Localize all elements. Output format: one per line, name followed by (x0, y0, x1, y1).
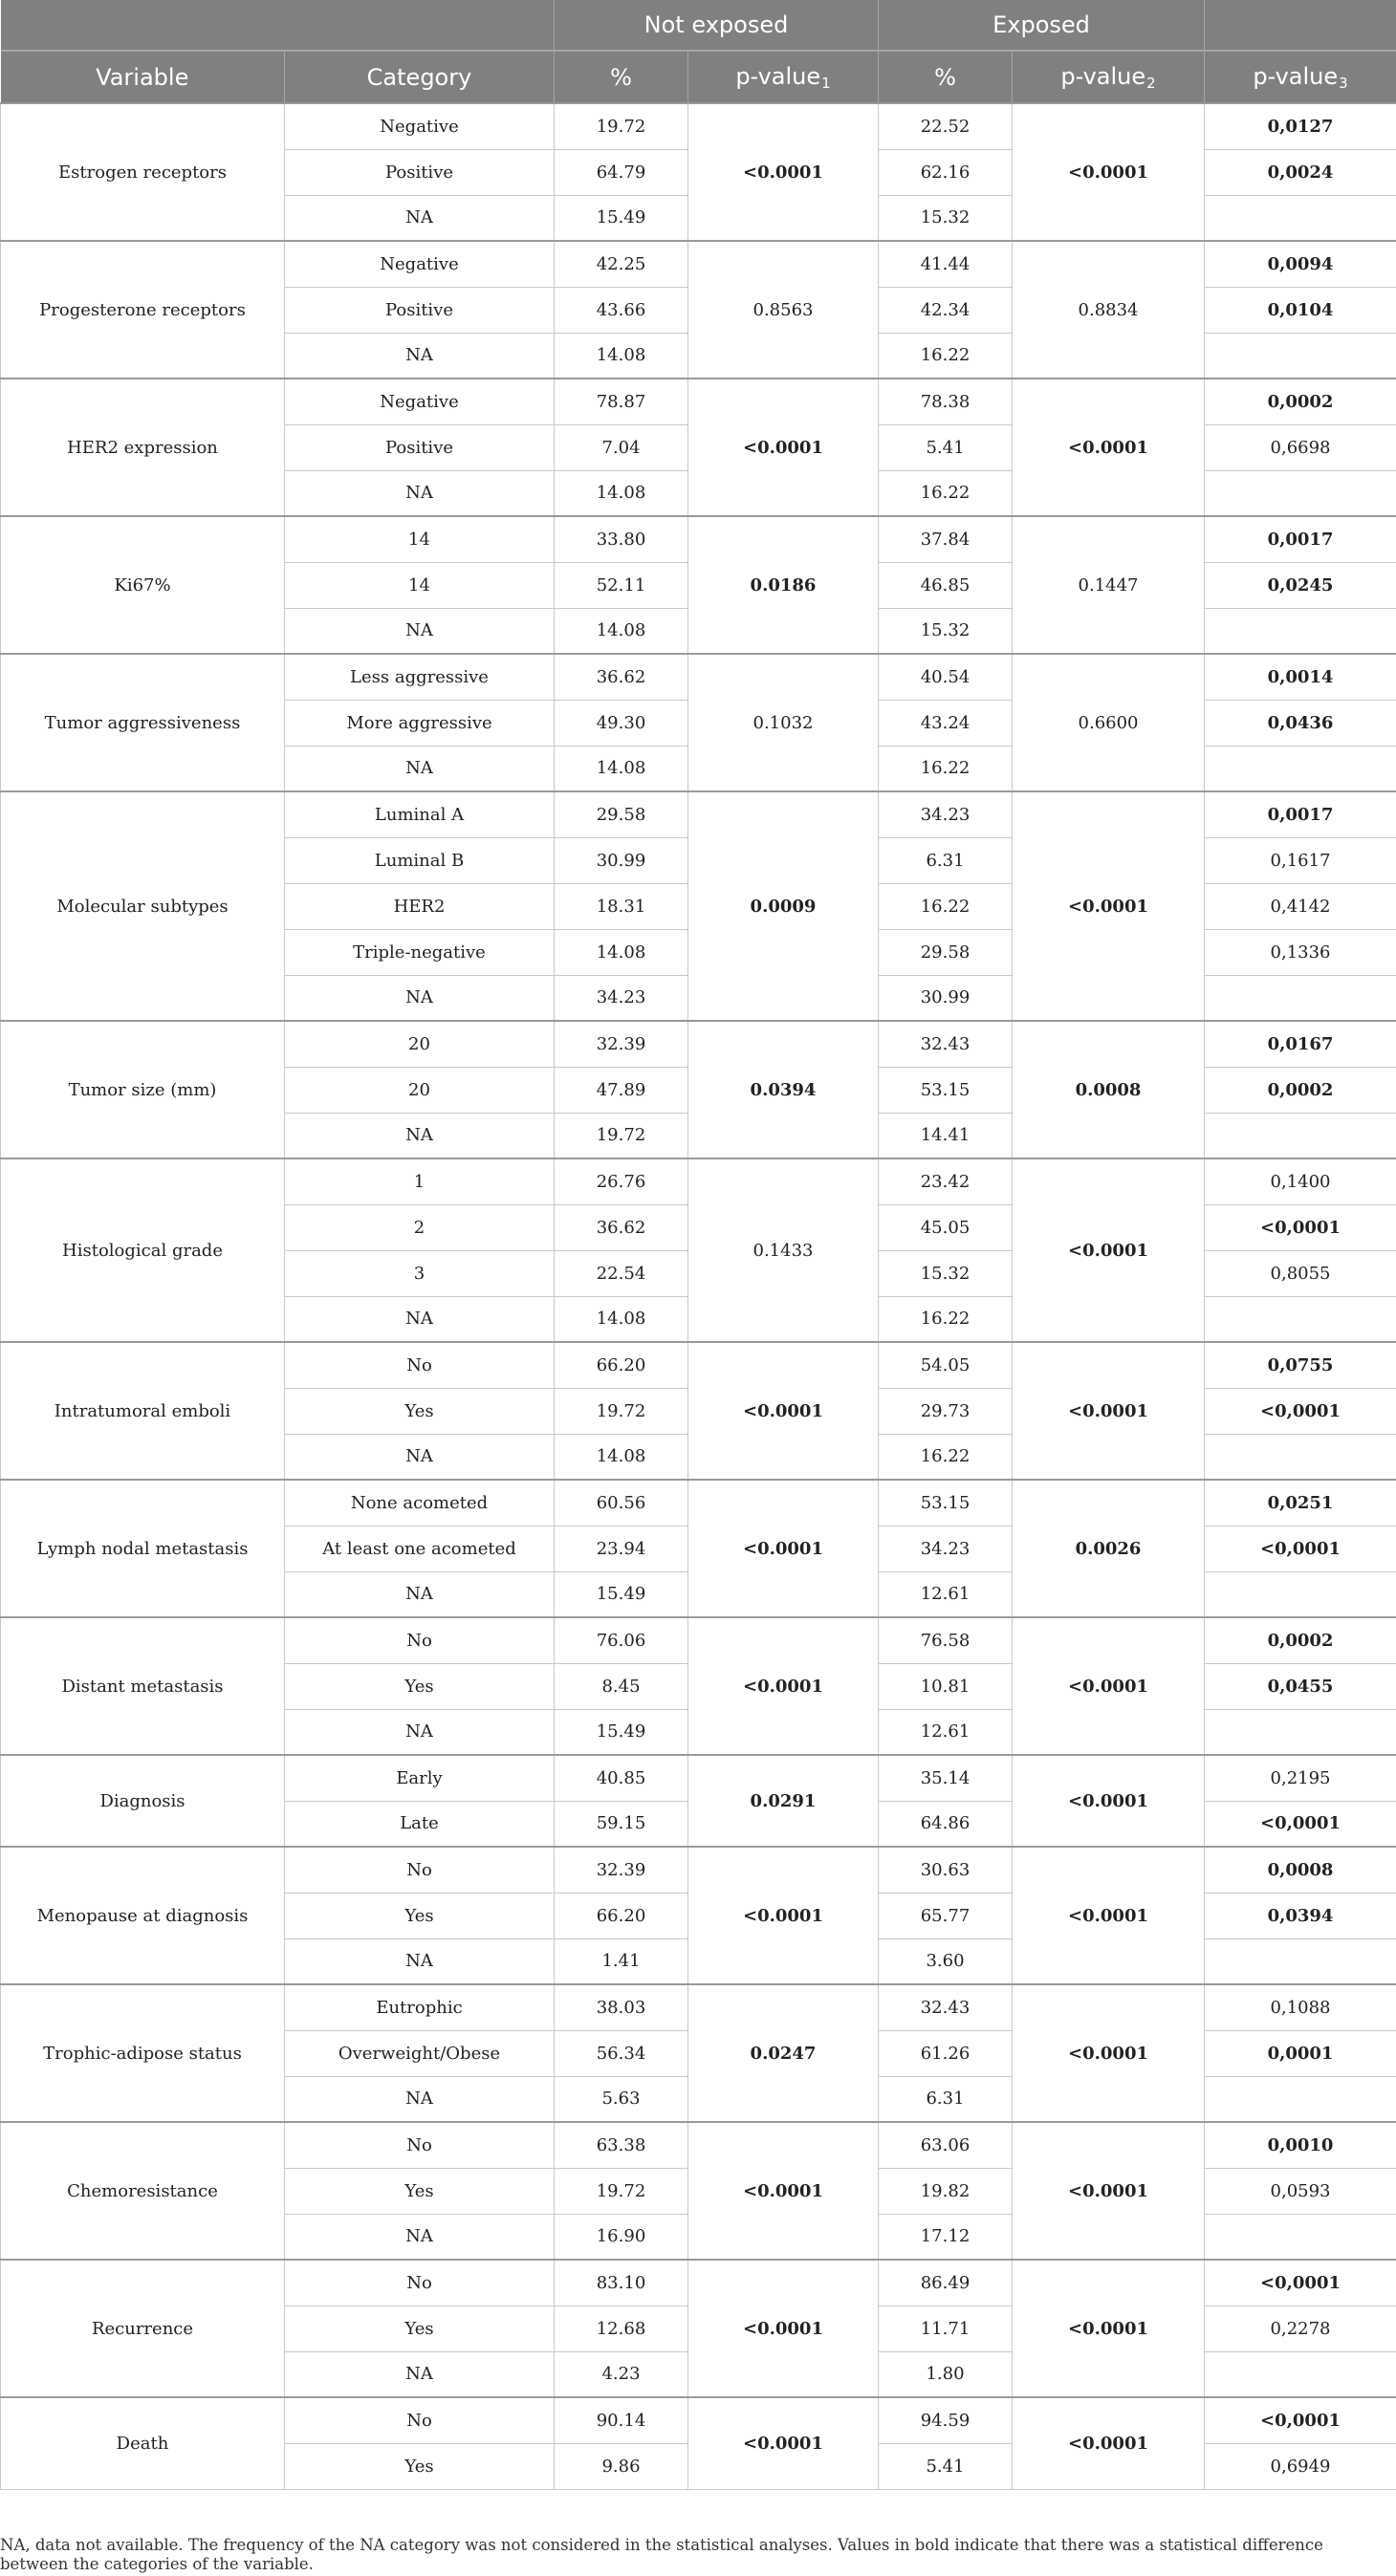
table-row (1, 2122, 1396, 2168)
pct-exposed-cell: 34.23 (879, 1526, 1013, 1571)
pct-exposed-cell: 22.52 (879, 103, 1013, 149)
p-value-2-cell: <0.0001 (1013, 791, 1205, 1021)
pct-not-exposed-cell: 59.15 (555, 1801, 688, 1847)
pct-not-exposed-cell: 66.20 (555, 1893, 688, 1938)
p-value-3-cell: 0,0436 (1205, 700, 1396, 746)
p-value-3-cell: 0,0008 (1205, 1847, 1396, 1893)
pct-not-exposed-cell: 52.11 (555, 562, 688, 608)
p-value-3-cell (1205, 1938, 1396, 1984)
p-value-1-cell: 0.0247 (688, 1984, 879, 2122)
pct-exposed-cell: 1.80 (879, 2351, 1013, 2397)
p-value-3-cell: 0,1400 (1205, 1158, 1396, 1204)
p-value-1-cell: <0.0001 (688, 103, 879, 241)
col-pct-exposed: % (879, 51, 1013, 103)
category-cell: NA (285, 1113, 555, 1158)
category-cell: Positive (285, 424, 555, 470)
p-value-2-cell: <0.0001 (1013, 1847, 1205, 1984)
category-cell: No (285, 2122, 555, 2168)
pct-exposed-cell: 86.49 (879, 2260, 1013, 2305)
category-cell: Negative (285, 103, 555, 149)
pct-exposed-cell: 62.16 (879, 149, 1013, 195)
category-cell: 14 (285, 562, 555, 608)
pct-exposed-cell: 29.58 (879, 929, 1013, 975)
p-value-3-cell (1205, 2351, 1396, 2397)
p-value-3-cell: <0,0001 (1205, 1204, 1396, 1250)
p-value-3-cell: 0,0593 (1205, 2168, 1396, 2214)
p-value-3-cell: 0,6698 (1205, 424, 1396, 470)
category-cell: NA (285, 608, 555, 654)
category-cell: Eutrophic (285, 1984, 555, 2030)
p-value-3-cell: 0,6949 (1205, 2443, 1396, 2489)
pct-not-exposed-cell: 7.04 (555, 424, 688, 470)
col-variable: Variable (1, 51, 285, 103)
col-p-value-2-label: p-value (1060, 62, 1146, 90)
pct-exposed-cell: 3.60 (879, 1938, 1013, 1984)
variable-cell: Estrogen receptors (1, 103, 285, 241)
category-cell: 20 (285, 1067, 555, 1113)
p-value-3-cell (1205, 1709, 1396, 1755)
pct-not-exposed-cell: 42.25 (555, 241, 688, 287)
p-value-3-cell (1205, 975, 1396, 1021)
category-cell: Yes (285, 1893, 555, 1938)
pct-exposed-cell: 23.42 (879, 1158, 1013, 1204)
p-value-2-cell: <0.0001 (1013, 2122, 1205, 2260)
table-row (1, 654, 1396, 700)
category-cell: NA (285, 195, 555, 241)
pct-not-exposed-cell: 32.39 (555, 1021, 688, 1067)
pct-not-exposed-cell: 40.85 (555, 1755, 688, 1801)
table-row (1, 1617, 1396, 1663)
p-value-3-cell: <0,0001 (1205, 1388, 1396, 1434)
pct-not-exposed-cell: 14.08 (555, 608, 688, 654)
pct-not-exposed-cell: 32.39 (555, 1847, 688, 1893)
p-value-1-cell: 0.0291 (688, 1755, 879, 1847)
category-cell: NA (285, 1434, 555, 1480)
variable-cell: Tumor aggressiveness (1, 654, 285, 791)
p-value-3-cell: 0,0251 (1205, 1480, 1396, 1526)
variable-cell: Lymph nodal metastasis (1, 1480, 285, 1617)
category-cell: Late (285, 1801, 555, 1847)
pct-not-exposed-cell: 14.08 (555, 929, 688, 975)
variable-cell: Progesterone receptors (1, 241, 285, 379)
p-value-3-cell: 0,0104 (1205, 287, 1396, 333)
header-not-exposed: Not exposed (555, 0, 879, 51)
pct-not-exposed-cell: 14.08 (555, 470, 688, 516)
pct-exposed-cell: 12.61 (879, 1709, 1013, 1755)
p-value-1-cell: <0.0001 (688, 1342, 879, 1480)
category-cell: None acometed (285, 1480, 555, 1526)
pct-exposed-cell: 12.61 (879, 1571, 1013, 1617)
pct-not-exposed-cell: 60.56 (555, 1480, 688, 1526)
table-row (1, 2260, 1396, 2305)
category-cell: NA (285, 2214, 555, 2260)
category-cell: HER2 (285, 883, 555, 929)
category-cell: Luminal A (285, 791, 555, 837)
category-cell: Yes (285, 2168, 555, 2214)
pct-exposed-cell: 61.26 (879, 2030, 1013, 2076)
p-value-2-cell: <0.0001 (1013, 1158, 1205, 1342)
pct-exposed-cell: 32.43 (879, 1021, 1013, 1067)
pct-not-exposed-cell: 18.31 (555, 883, 688, 929)
pct-exposed-cell: 15.32 (879, 1250, 1013, 1296)
p-value-3-cell (1205, 470, 1396, 516)
variable-cell: Intratumoral emboli (1, 1342, 285, 1480)
category-cell: No (285, 1847, 555, 1893)
category-cell: No (285, 2260, 555, 2305)
table-row (1, 2397, 1396, 2443)
pct-not-exposed-cell: 22.54 (555, 1250, 688, 1296)
table-row (1, 1847, 1396, 1893)
table-row (1, 1158, 1396, 1204)
p-value-1-cell: <0.0001 (688, 2260, 879, 2397)
category-cell: NA (285, 2351, 555, 2397)
p-value-3-cell (1205, 746, 1396, 791)
p-value-2-cell: <0.0001 (1013, 1755, 1205, 1847)
p-value-3-cell: 0,1088 (1205, 1984, 1396, 2030)
variable-cell: Histological grade (1, 1158, 285, 1342)
variable-cell: Ki67% (1, 516, 285, 654)
category-cell: NA (285, 1709, 555, 1755)
pct-not-exposed-cell: 1.41 (555, 1938, 688, 1984)
table-row (1, 241, 1396, 287)
col-category: Category (285, 51, 555, 103)
pct-exposed-cell: 54.05 (879, 1342, 1013, 1388)
category-cell: Early (285, 1755, 555, 1801)
pct-not-exposed-cell: 5.63 (555, 2076, 688, 2122)
p-value-3-cell (1205, 2214, 1396, 2260)
table-row (1, 1342, 1396, 1388)
pct-not-exposed-cell: 14.08 (555, 746, 688, 791)
p-value-3-cell: 0,0014 (1205, 654, 1396, 700)
category-cell: 20 (285, 1021, 555, 1067)
p-value-2-cell: <0.0001 (1013, 1984, 1205, 2122)
pct-exposed-cell: 34.23 (879, 791, 1013, 837)
p-value-3-cell: 0,0017 (1205, 791, 1396, 837)
pct-exposed-cell: 37.84 (879, 516, 1013, 562)
p-value-3-cell (1205, 1571, 1396, 1617)
pct-not-exposed-cell: 47.89 (555, 1067, 688, 1113)
p-value-2-cell: <0.0001 (1013, 1342, 1205, 1480)
table-row (1, 1021, 1396, 1067)
p-value-1-cell: <0.0001 (688, 1617, 879, 1755)
p-value-1-cell: <0.0001 (688, 2397, 879, 2489)
p-value-1-cell: <0.0001 (688, 1847, 879, 1984)
p-value-2-cell: 0.8834 (1013, 241, 1205, 379)
category-cell: No (285, 1617, 555, 1663)
pct-exposed-cell: 64.86 (879, 1801, 1013, 1847)
category-cell: 2 (285, 1204, 555, 1250)
pct-exposed-cell: 19.82 (879, 2168, 1013, 2214)
p-value-3-cell: 0,0001 (1205, 2030, 1396, 2076)
pct-not-exposed-cell: 76.06 (555, 1617, 688, 1663)
pct-not-exposed-cell: 23.94 (555, 1526, 688, 1571)
p-value-2-cell: 0.0026 (1013, 1480, 1205, 1617)
p-value-3-cell (1205, 608, 1396, 654)
category-cell: Positive (285, 287, 555, 333)
pct-exposed-cell: 46.85 (879, 562, 1013, 608)
pct-not-exposed-cell: 30.99 (555, 837, 688, 883)
category-cell: Yes (285, 1663, 555, 1709)
table-row (1, 791, 1396, 837)
pct-not-exposed-cell: 19.72 (555, 2168, 688, 2214)
category-cell: Luminal B (285, 837, 555, 883)
category-cell: More aggressive (285, 700, 555, 746)
pct-exposed-cell: 15.32 (879, 608, 1013, 654)
pct-exposed-cell: 10.81 (879, 1663, 1013, 1709)
p-value-2-cell: <0.0001 (1013, 2260, 1205, 2397)
p-value-3-cell (1205, 1434, 1396, 1480)
pct-not-exposed-cell: 33.80 (555, 516, 688, 562)
p-value-1-cell: 0.0186 (688, 516, 879, 654)
category-cell: NA (285, 333, 555, 379)
pct-exposed-cell: 5.41 (879, 2443, 1013, 2489)
pct-exposed-cell: 42.34 (879, 287, 1013, 333)
p-value-3-cell: 0,0017 (1205, 516, 1396, 562)
category-cell: Positive (285, 149, 555, 195)
p-value-2-cell: 0.1447 (1013, 516, 1205, 654)
variable-cell: Trophic-adipose status (1, 1984, 285, 2122)
pct-exposed-cell: 17.12 (879, 2214, 1013, 2260)
col-p-value-3-subscript: 3 (1339, 74, 1348, 92)
col-p-value-2 (1013, 51, 1205, 103)
pct-not-exposed-cell: 14.08 (555, 1434, 688, 1480)
category-cell: 3 (285, 1250, 555, 1296)
variable-cell: Chemoresistance (1, 2122, 285, 2260)
category-cell: NA (285, 1296, 555, 1342)
table-row (1, 1755, 1396, 1801)
category-cell: NA (285, 1571, 555, 1617)
category-cell: NA (285, 975, 555, 1021)
p-value-3-cell: <0,0001 (1205, 2260, 1396, 2305)
p-value-1-cell: 0.0394 (688, 1021, 879, 1158)
category-cell: Triple-negative (285, 929, 555, 975)
p-value-3-cell: 0,0024 (1205, 149, 1396, 195)
p-value-3-cell (1205, 195, 1396, 241)
pct-exposed-cell: 11.71 (879, 2305, 1013, 2351)
variable-cell: Menopause at diagnosis (1, 1847, 285, 1984)
p-value-1-cell: <0.0001 (688, 1480, 879, 1617)
table-row (1, 103, 1396, 149)
variable-cell: Tumor size (mm) (1, 1021, 285, 1158)
p-value-3-cell: 0,0127 (1205, 103, 1396, 149)
p-value-2-cell: <0.0001 (1013, 103, 1205, 241)
variable-cell: Distant metastasis (1, 1617, 285, 1755)
p-value-3-cell: <0,0001 (1205, 1526, 1396, 1571)
category-cell: No (285, 1342, 555, 1388)
pct-not-exposed-cell: 64.79 (555, 149, 688, 195)
header-group-row (1, 0, 1396, 51)
pct-not-exposed-cell: 66.20 (555, 1342, 688, 1388)
pct-exposed-cell: 32.43 (879, 1984, 1013, 2030)
p-value-3-cell: 0,0094 (1205, 241, 1396, 287)
pct-not-exposed-cell: 9.86 (555, 2443, 688, 2489)
pct-not-exposed-cell: 78.87 (555, 379, 688, 424)
pct-exposed-cell: 16.22 (879, 883, 1013, 929)
p-value-1-cell: 0.1433 (688, 1158, 879, 1342)
pct-not-exposed-cell: 15.49 (555, 1709, 688, 1755)
pct-not-exposed-cell: 15.49 (555, 195, 688, 241)
p-value-3-cell: 0,0002 (1205, 379, 1396, 424)
p-value-3-cell: 0,0002 (1205, 1067, 1396, 1113)
pct-not-exposed-cell: 63.38 (555, 2122, 688, 2168)
category-cell: Yes (285, 1388, 555, 1434)
pct-not-exposed-cell: 19.72 (555, 103, 688, 149)
pct-exposed-cell: 45.05 (879, 1204, 1013, 1250)
pct-exposed-cell: 78.38 (879, 379, 1013, 424)
category-cell: 14 (285, 516, 555, 562)
p-value-2-cell: <0.0001 (1013, 1617, 1205, 1755)
category-cell: NA (285, 1938, 555, 1984)
pct-not-exposed-cell: 8.45 (555, 1663, 688, 1709)
variable-cell: Recurrence (1, 2260, 285, 2397)
table-row (1, 379, 1396, 424)
pct-exposed-cell: 16.22 (879, 746, 1013, 791)
p-value-3-cell: <0,0001 (1205, 1801, 1396, 1847)
category-cell: NA (285, 2076, 555, 2122)
pct-not-exposed-cell: 14.08 (555, 333, 688, 379)
p-value-3-cell: <0,0001 (1205, 2397, 1396, 2443)
pct-exposed-cell: 29.73 (879, 1388, 1013, 1434)
pct-exposed-cell: 94.59 (879, 2397, 1013, 2443)
p-value-2-cell: 0.6600 (1013, 654, 1205, 791)
header-empty-cell (1, 0, 555, 51)
category-cell: Overweight/Obese (285, 2030, 555, 2076)
pct-not-exposed-cell: 83.10 (555, 2260, 688, 2305)
variable-cell: HER2 expression (1, 379, 285, 516)
pct-exposed-cell: 14.41 (879, 1113, 1013, 1158)
variable-cell: Molecular subtypes (1, 791, 285, 1021)
p-value-3-cell: 0,0394 (1205, 1893, 1396, 1938)
pct-exposed-cell: 40.54 (879, 654, 1013, 700)
p-value-3-cell (1205, 1296, 1396, 1342)
category-cell: Yes (285, 2305, 555, 2351)
pct-not-exposed-cell: 12.68 (555, 2305, 688, 2351)
p-value-3-cell: 0,2195 (1205, 1755, 1396, 1801)
p-value-1-cell: 0.0009 (688, 791, 879, 1021)
category-cell: 1 (285, 1158, 555, 1204)
col-p-value-2-subscript: 2 (1146, 74, 1156, 92)
variable-cell: Diagnosis (1, 1755, 285, 1847)
p-value-3-cell: 0,4142 (1205, 883, 1396, 929)
pct-not-exposed-cell: 38.03 (555, 1984, 688, 2030)
p-value-3-cell: 0,0167 (1205, 1021, 1396, 1067)
pct-exposed-cell: 53.15 (879, 1067, 1013, 1113)
pct-exposed-cell: 6.31 (879, 837, 1013, 883)
table-row (1, 1480, 1396, 1526)
category-cell: Negative (285, 241, 555, 287)
category-cell: At least one acometed (285, 1526, 555, 1571)
p-value-1-cell: <0.0001 (688, 2122, 879, 2260)
pct-not-exposed-cell: 4.23 (555, 2351, 688, 2397)
pct-exposed-cell: 16.22 (879, 1296, 1013, 1342)
p-value-2-cell: 0.0008 (1013, 1021, 1205, 1158)
pct-exposed-cell: 65.77 (879, 1893, 1013, 1938)
category-cell: NA (285, 746, 555, 791)
pct-exposed-cell: 15.32 (879, 195, 1013, 241)
pct-exposed-cell: 63.06 (879, 2122, 1013, 2168)
category-cell: Less aggressive (285, 654, 555, 700)
category-cell: Negative (285, 379, 555, 424)
category-cell: Yes (285, 2443, 555, 2489)
pct-not-exposed-cell: 14.08 (555, 1296, 688, 1342)
pct-exposed-cell: 5.41 (879, 424, 1013, 470)
pct-exposed-cell: 16.22 (879, 470, 1013, 516)
table-row (1, 1984, 1396, 2030)
pct-not-exposed-cell: 90.14 (555, 2397, 688, 2443)
pct-not-exposed-cell: 56.34 (555, 2030, 688, 2076)
p-value-2-cell: <0.0001 (1013, 379, 1205, 516)
p-value-3-cell (1205, 2076, 1396, 2122)
pct-exposed-cell: 41.44 (879, 241, 1013, 287)
p-value-2-cell: <0.0001 (1013, 2397, 1205, 2489)
pct-exposed-cell: 30.99 (879, 975, 1013, 1021)
pct-exposed-cell: 16.22 (879, 1434, 1013, 1480)
col-p-value-1 (688, 51, 879, 103)
pct-exposed-cell: 6.31 (879, 2076, 1013, 2122)
table-row (1, 516, 1396, 562)
p-value-3-cell: 0,1617 (1205, 837, 1396, 883)
header-empty-cell-right (1205, 0, 1396, 51)
p-value-1-cell: <0.0001 (688, 379, 879, 516)
pct-exposed-cell: 16.22 (879, 333, 1013, 379)
pct-not-exposed-cell: 36.62 (555, 1204, 688, 1250)
p-value-1-cell: 0.8563 (688, 241, 879, 379)
pct-exposed-cell: 53.15 (879, 1480, 1013, 1526)
col-pct-not-exposed: % (555, 51, 688, 103)
p-value-3-cell: 0,2278 (1205, 2305, 1396, 2351)
pct-exposed-cell: 35.14 (879, 1755, 1013, 1801)
pct-exposed-cell: 76.58 (879, 1617, 1013, 1663)
table-body (1, 103, 1396, 2489)
pct-not-exposed-cell: 16.90 (555, 2214, 688, 2260)
variable-cell: Death (1, 2397, 285, 2489)
p-value-3-cell: 0,1336 (1205, 929, 1396, 975)
p-value-3-cell: 0,0755 (1205, 1342, 1396, 1388)
p-value-3-cell: 0,0245 (1205, 562, 1396, 608)
pct-not-exposed-cell: 43.66 (555, 287, 688, 333)
pct-not-exposed-cell: 29.58 (555, 791, 688, 837)
pct-not-exposed-cell: 15.49 (555, 1571, 688, 1617)
col-p-value-3 (1205, 51, 1396, 103)
pct-not-exposed-cell: 49.30 (555, 700, 688, 746)
p-value-3-cell (1205, 333, 1396, 379)
pct-exposed-cell: 30.63 (879, 1847, 1013, 1893)
pct-exposed-cell: 43.24 (879, 700, 1013, 746)
pct-not-exposed-cell: 19.72 (555, 1113, 688, 1158)
pct-not-exposed-cell: 34.23 (555, 975, 688, 1021)
p-value-3-cell: 0,0455 (1205, 1663, 1396, 1709)
pct-not-exposed-cell: 36.62 (555, 654, 688, 700)
table-footnote: NA, data not available. The frequency of the NA category was not considered in the statistical analyses. Values in bold indicate that there was a statistical difference between the categories of the variable. (0, 2536, 1323, 2573)
category-cell: NA (285, 470, 555, 516)
header-column-row (1, 51, 1396, 103)
header-exposed: Exposed (879, 0, 1205, 51)
category-cell: No (285, 2397, 555, 2443)
p-value-3-cell: 0,0002 (1205, 1617, 1396, 1663)
p-value-1-cell: 0.1032 (688, 654, 879, 791)
p-value-3-cell (1205, 1113, 1396, 1158)
table-header (1, 0, 1396, 103)
pct-not-exposed-cell: 26.76 (555, 1158, 688, 1204)
p-value-3-cell: 0,8055 (1205, 1250, 1396, 1296)
pct-not-exposed-cell: 19.72 (555, 1388, 688, 1434)
col-p-value-3-label: p-value (1253, 62, 1339, 90)
p-value-3-cell: 0,0010 (1205, 2122, 1396, 2168)
col-p-value-1-subscript: 1 (821, 74, 831, 92)
col-p-value-1-label: p-value (735, 62, 821, 90)
